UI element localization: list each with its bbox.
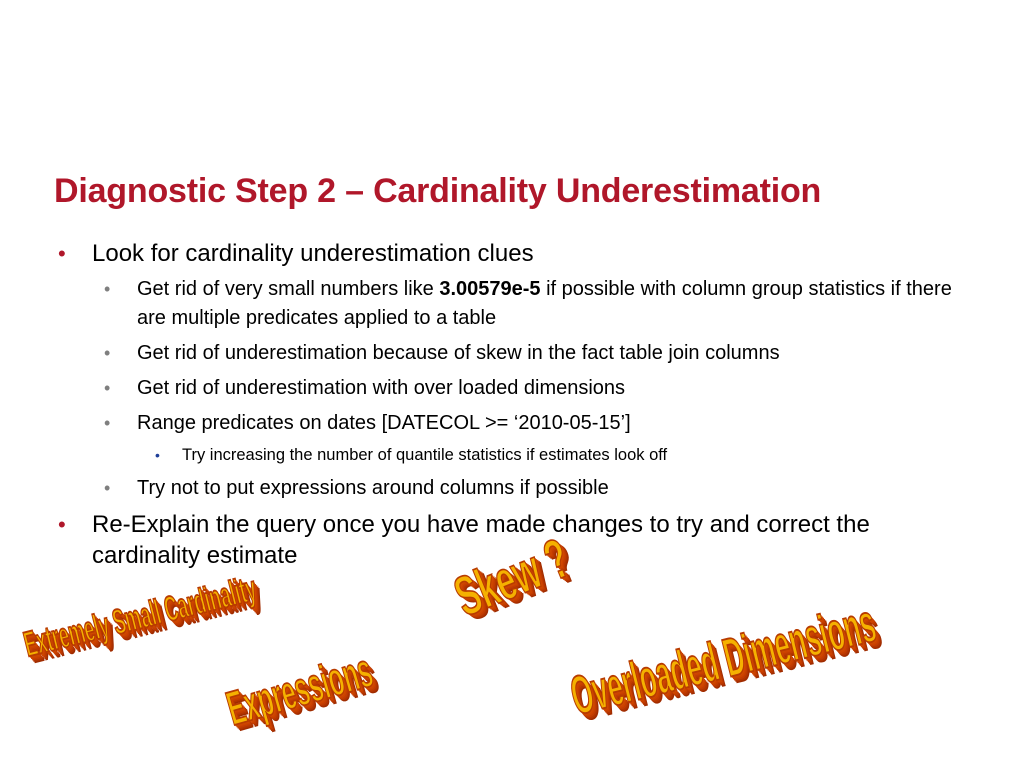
bullet-dot: • [104,343,111,363]
bullet-level2 [54,474,984,503]
bullet-text-post: if possible with column group statistics if there are multiple predicates applied to a table [137,278,952,329]
wordart-skew: Skew ? [446,527,579,629]
bullet-level2 [54,339,984,368]
bullet-level1 [54,238,984,269]
bullet-dot: • [58,241,66,266]
wordart-expressions: Expressions [220,642,379,736]
bullet-level2 [54,374,984,403]
bullet-dot: • [104,478,111,498]
bullet-level3 [54,444,984,466]
slide-body [54,238,984,577]
bullet-dot: • [58,512,66,537]
bullet-text: Try increasing the number of quantile statistics if estimates look off [182,446,668,464]
wordart-overloaded-dimensions: Overloaded Dimensions [564,593,882,728]
bullet-dot: • [104,378,111,398]
bullet-dot: • [155,447,160,463]
bullet-text: Re-Explain the query once you have made changes to try and correct the cardinality estimate [92,511,870,569]
bullet-text: Try not to put expressions around columns if possible [137,477,609,499]
bullet-text: Get rid of underestimation because of skew in the fact table join columns [137,342,780,364]
bullet-level2 [54,275,984,333]
bullet-text-bold-value: 3.00579e-5 [439,278,541,300]
bullet-text-pre: Get rid of very small numbers like [137,278,440,300]
bullet-text: Look for cardinality underestimation clues [92,240,534,267]
slide-title: Diagnostic Step 2 – Cardinality Underestimation [54,172,822,210]
wordart-extremely-small-cardinality: Extremely Small Cardinality [19,568,261,665]
bullet-text: Get rid of underestimation with over loaded dimensions [137,377,626,399]
bullet-dot: • [104,413,111,433]
bullet-level2 [54,409,984,438]
bullet-dot: • [104,279,111,299]
bullet-text: Range predicates on dates [DATECOL >= ‘2010-05-15’] [137,412,631,434]
